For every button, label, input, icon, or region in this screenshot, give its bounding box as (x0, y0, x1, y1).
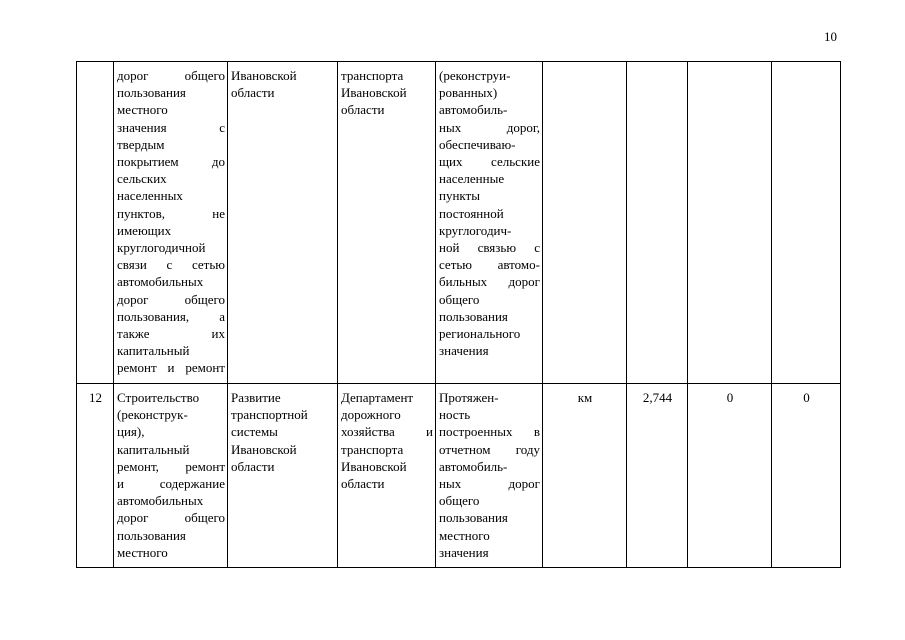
indicator-text (439, 389, 540, 561)
text-line: местного (117, 544, 168, 560)
text-line: населенные (439, 171, 505, 187)
indicators-table (76, 61, 841, 568)
indicator-text (439, 67, 540, 359)
text-line: автомобильных (117, 493, 204, 509)
text-line: ремонт и ремонт (117, 360, 225, 376)
text-line: общего (439, 291, 480, 307)
text-line: твердым (117, 136, 165, 152)
text-line: капитальный (117, 441, 190, 457)
event-name-text (117, 389, 225, 561)
text-line: дорожного (341, 407, 401, 423)
value-1-cell (627, 62, 688, 384)
page-number: 10 (824, 29, 837, 44)
text-line: Ивановской (341, 458, 407, 474)
text-line: ных дорог (439, 476, 540, 492)
text-line: рованных) (439, 85, 498, 101)
executor-text (341, 389, 433, 492)
text-line: щих сельские (439, 154, 540, 170)
text-line: Протяжен- (439, 390, 499, 405)
text-line: дорог общего (117, 68, 225, 83)
text-line: ность (439, 407, 471, 423)
text-line: круглогодич- (439, 222, 512, 238)
event-name-text (117, 67, 225, 377)
text-line: области (341, 476, 385, 492)
indicator-cell (436, 62, 543, 384)
value-2-cell (688, 384, 772, 568)
value-2-text: 0 (726, 390, 734, 405)
text-line: транспорта (341, 441, 404, 457)
text-line: Строительство (117, 390, 200, 405)
text-line: Ивановской (341, 85, 407, 101)
value-1-cell (627, 384, 688, 568)
text-line: области (341, 102, 385, 118)
text-line: бильных дорог (439, 274, 540, 290)
value-2-cell (688, 62, 772, 384)
text-line: ной связью с (439, 240, 540, 256)
event-name-cell (114, 384, 228, 568)
text-line: дорог общего (117, 291, 225, 307)
indicator-cell (436, 384, 543, 568)
value-3-cell (772, 384, 841, 568)
value-1-text: 2,744 (642, 390, 673, 405)
text-line: местного (439, 527, 490, 543)
unit-cell (543, 62, 627, 384)
text-line: хозяйства и (341, 424, 433, 440)
text-line: автомобиль- (439, 102, 508, 118)
text-line: области (231, 458, 275, 474)
text-line: пользования (439, 308, 508, 324)
table-row (77, 384, 841, 568)
text-line: транспорта (341, 68, 404, 83)
value-3-text: 0 (803, 390, 810, 405)
text-line: пункты (439, 188, 480, 204)
unit-text: км (577, 390, 593, 405)
text-line: и содержание (117, 476, 225, 492)
row-number-cell (77, 62, 114, 384)
row-number: 12 (89, 390, 102, 405)
program-cell (228, 384, 338, 568)
text-line: населенных (117, 188, 183, 204)
text-line: системы (231, 424, 278, 440)
text-line: Развитие (231, 390, 281, 405)
text-line: (реконструи- (439, 68, 511, 83)
unit-cell (543, 384, 627, 568)
text-line: сетью автомо- (439, 257, 540, 273)
text-line: ных дорог, (439, 119, 540, 135)
text-line: области (231, 85, 275, 101)
text-line: связи с сетью (117, 257, 225, 273)
text-line: круглогодичной (117, 240, 206, 256)
text-line: ция), (117, 424, 145, 440)
text-line: дорог общего (117, 510, 225, 526)
text-line: автомобиль- (439, 458, 508, 474)
program-cell (228, 62, 338, 384)
table-row (77, 62, 841, 384)
text-line: регионального (439, 326, 521, 342)
text-line: значения с (117, 119, 225, 135)
text-line: обеспечиваю- (439, 136, 516, 152)
text-line: сельских (117, 171, 167, 187)
program-text (231, 389, 335, 475)
text-line: Департамент (341, 390, 414, 405)
text-line: пунктов, не (117, 205, 225, 221)
text-line: местного (117, 102, 168, 118)
text-line: пользования (117, 85, 186, 101)
event-name-cell (114, 62, 228, 384)
text-line: имеющих (117, 222, 172, 238)
text-line: капитальный (117, 343, 190, 359)
text-line: пользования (439, 510, 508, 526)
text-line: построенных в (439, 424, 540, 440)
text-line: пользования (117, 527, 186, 543)
executor-text (341, 67, 433, 119)
text-line: Ивановской (231, 441, 297, 457)
text-line: покрытием до (117, 154, 225, 170)
row-number-cell (77, 384, 114, 568)
text-line: Ивановской (231, 68, 297, 83)
executor-cell (338, 62, 436, 384)
executor-cell (338, 384, 436, 568)
value-3-cell (772, 62, 841, 384)
text-line: ремонт, ремонт (117, 458, 225, 474)
text-line: (реконструк- (117, 407, 188, 423)
text-line: значения (439, 544, 489, 560)
program-text (231, 67, 335, 101)
text-line: автомобильных (117, 274, 204, 290)
text-line: общего (439, 493, 480, 509)
text-line: отчетном году (439, 441, 540, 457)
text-line: транспортной (231, 407, 308, 423)
text-line: пользования, а (117, 308, 225, 324)
text-line: постоянной (439, 205, 504, 221)
text-line: значения (439, 343, 489, 359)
text-line: также их (117, 326, 225, 342)
